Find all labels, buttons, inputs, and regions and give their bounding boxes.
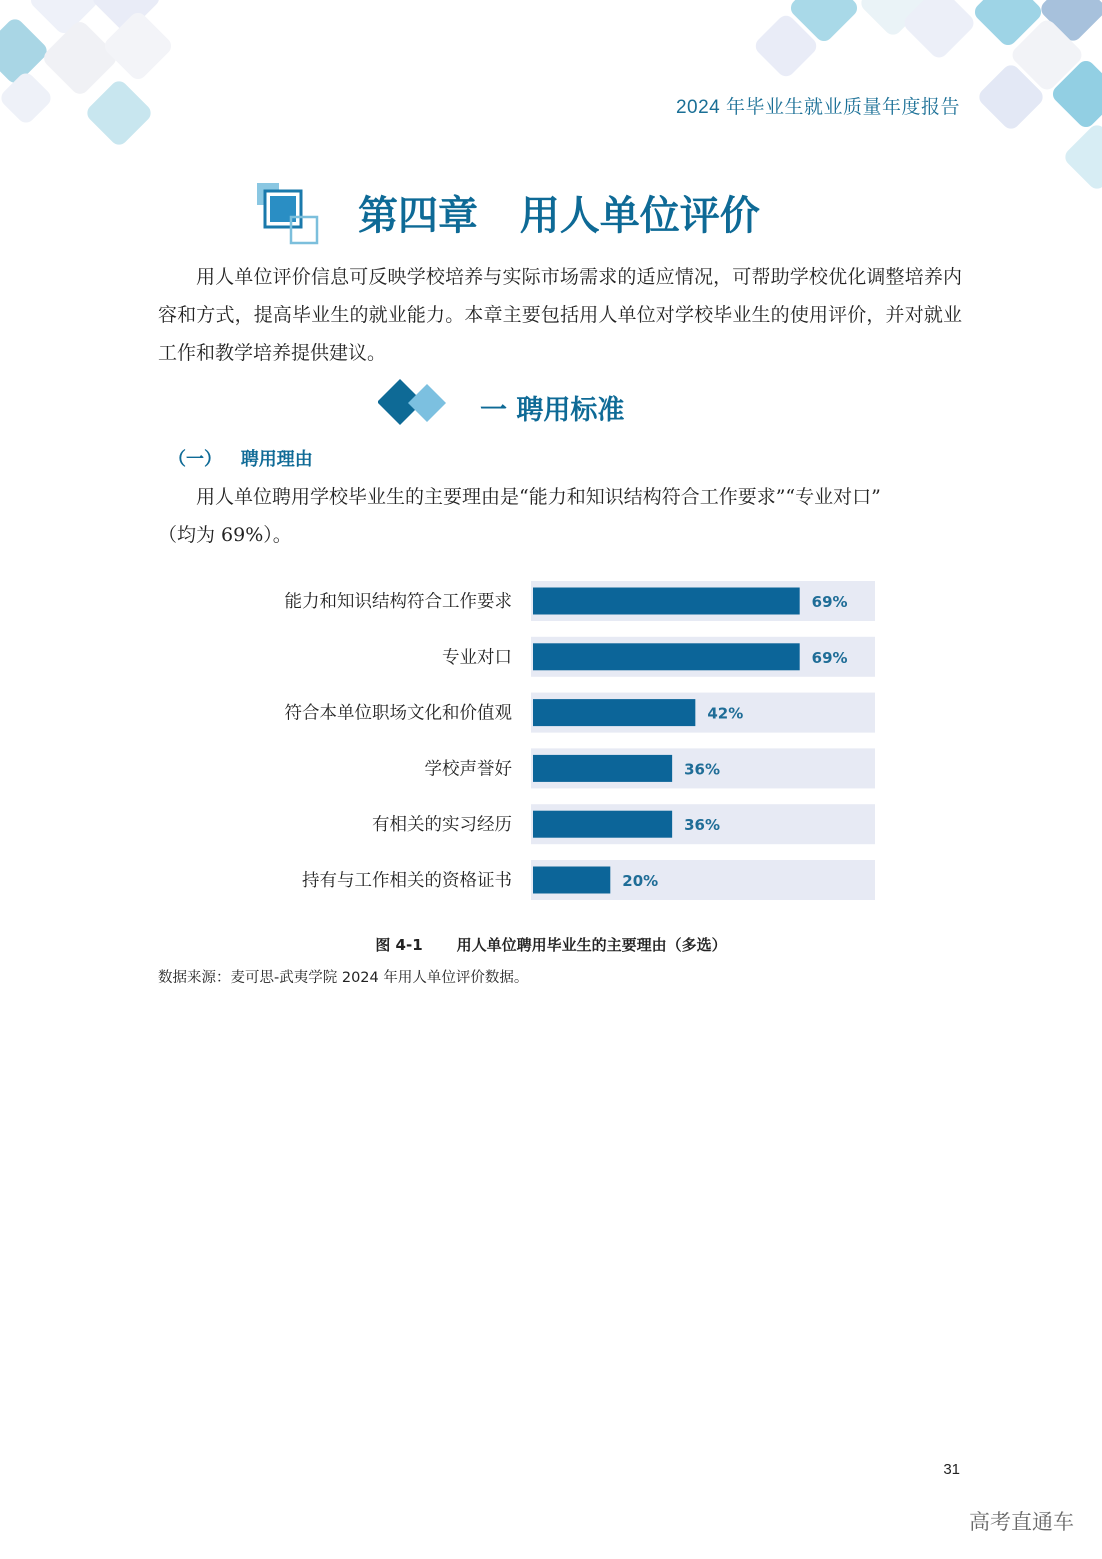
category-label: 符合本单位职场文化和价值观: [284, 703, 512, 724]
figure-caption-text: 用人单位聘用毕业生的主要理由（多选）: [456, 936, 727, 954]
data-source-note: 数据来源：麦可思-武夷学院 2024 年用人单位评价数据。: [158, 970, 529, 986]
stacked-squares-icon: [256, 182, 320, 246]
section-title: 一 聘用标准: [480, 395, 625, 426]
category-label: 持有与工作相关的资格证书: [302, 871, 512, 891]
double-diamond-icon: [378, 378, 452, 428]
figure-number: 图 4-1: [375, 936, 423, 954]
figure-caption: [0, 934, 1102, 955]
value-label: 42%: [707, 704, 744, 723]
category-label: 有相关的实习经历: [372, 815, 512, 836]
value-label: 36%: [684, 816, 721, 835]
value-label: 69%: [811, 648, 848, 667]
value-label: 69%: [811, 593, 848, 611]
subsection-title: （一） 聘用理由: [168, 449, 313, 470]
chapter-title: 第四章 用人单位评价: [358, 192, 760, 239]
hiring-reasons-bar-chart: [0, 570, 1102, 910]
page-number: 31: [943, 1461, 960, 1478]
category-label: 学校声誉好: [424, 759, 512, 780]
value-label: 36%: [684, 760, 721, 779]
value-label: 20%: [622, 872, 659, 890]
intro-paragraph: 用人单位评价信息可反映学校培养与实际市场需求的适应情况，可帮助学校优化调整培养内容和方式，提高毕业生的就业能力。本章主要包括用人单位对学校毕业生的使用评价，并对就业工作和教学培养提供建议。: [158, 266, 962, 364]
reasons-paragraph-line2: （均为 69%）。: [158, 524, 292, 546]
bar: [533, 588, 800, 615]
watermark: 高考直通车: [969, 1510, 1074, 1534]
bar: [533, 643, 800, 670]
bar: [533, 811, 672, 838]
reasons-paragraph: [158, 478, 962, 554]
category-label: 专业对口: [442, 647, 512, 668]
bar: [533, 699, 695, 726]
bar: [533, 867, 610, 894]
bar: [533, 755, 672, 782]
reasons-paragraph-line1: 用人单位聘用学校毕业生的主要理由是“能力和知识结构符合工作要求”“专业对口”: [196, 486, 881, 508]
report-header-title: 2024 年毕业生就业质量年度报告: [675, 97, 960, 118]
category-label: 能力和知识结构符合工作要求: [284, 592, 512, 612]
